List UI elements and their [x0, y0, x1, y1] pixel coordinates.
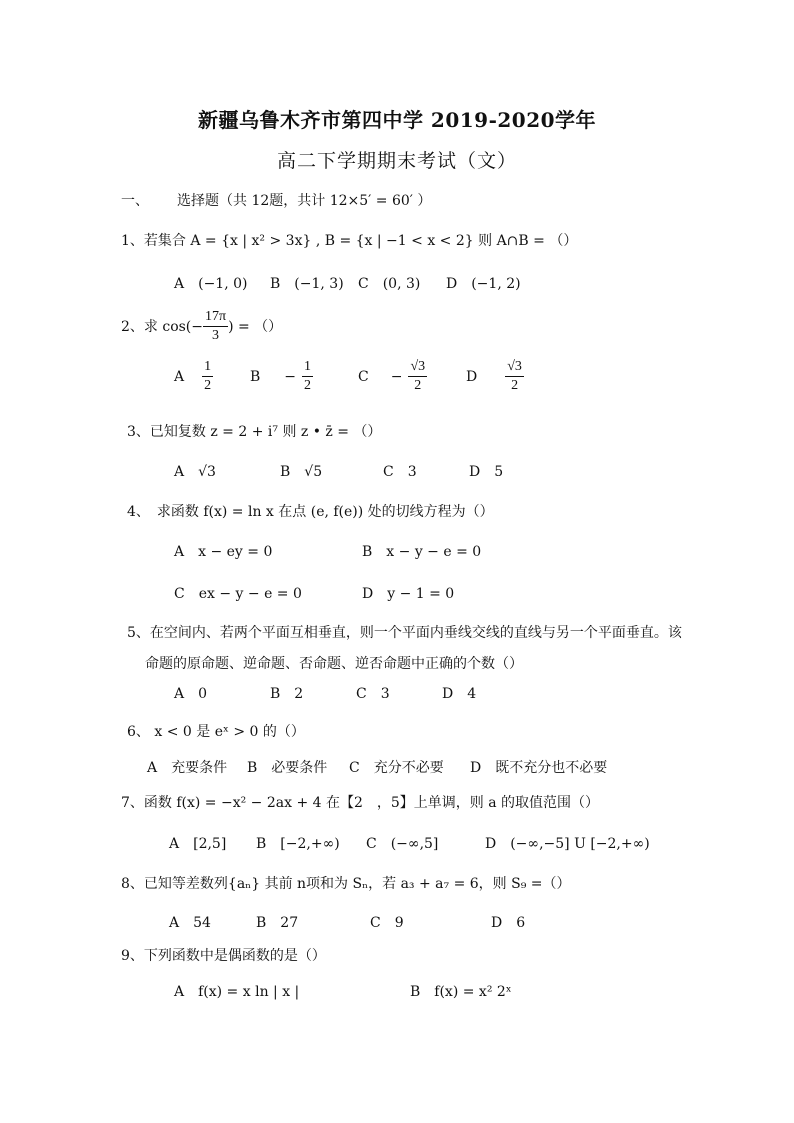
- question-2-stem: [121, 308, 282, 345]
- q2-option-c-fraction: [408, 358, 427, 395]
- q5-option-c: C 3: [356, 686, 390, 702]
- q2-option-b-sign: −: [284, 368, 297, 385]
- question-7-stem: 7、函数 f(x) = −x² − 2ax + 4 在【2 ，5】上单调，则 a 的取值范围（）: [121, 795, 600, 811]
- q2-b-numerator: 1: [302, 358, 313, 377]
- q8-option-b: B 27: [256, 915, 299, 931]
- q3-option-b: B √5: [280, 464, 323, 480]
- q2-option-b: [250, 358, 313, 395]
- q7-option-c: C (−∞,5]: [366, 836, 439, 852]
- q2-option-b-fraction: [302, 358, 313, 395]
- q6-option-d: D 既不充分也不必要: [470, 760, 608, 776]
- q2-option-a-label: A: [174, 368, 185, 385]
- q4-option-c: C ex − y − e = 0: [174, 586, 302, 602]
- question-3-stem: 3、已知复数 z = 2 + i⁷ 则 z • z̄ = （）: [127, 424, 382, 440]
- q2-stem-prefix: 2、求 cos(−: [121, 318, 204, 335]
- q1-option-c: C (0, 3): [358, 276, 421, 292]
- question-8-stem: 8、已知等差数列{aₙ} 其前 n项和为 Sₙ，若 a₃ + a₇ = 6，则 S₉ =（）: [121, 876, 571, 892]
- question-9-stem: 9、下列函数中是偶函数的是（）: [121, 948, 326, 964]
- q2-c-denominator: 2: [414, 378, 422, 393]
- q2-option-c: [358, 358, 427, 395]
- q2-option-d: [466, 358, 524, 395]
- q5-option-b: B 2: [270, 686, 304, 702]
- q7-option-d: D (−∞,−5] U [−2,+∞): [485, 836, 650, 852]
- q7-option-a: A [2,5]: [169, 836, 227, 852]
- q1-option-d: D (−1, 2): [446, 276, 521, 292]
- q1-option-b: B (−1, 3): [270, 276, 344, 292]
- q2-option-a: [174, 358, 213, 395]
- q3-option-c: C 3: [383, 464, 417, 480]
- q6-option-b: B 必要条件: [247, 760, 328, 776]
- q4-option-a: A x − ey = 0: [174, 544, 273, 560]
- q2-a-numerator: 1: [202, 358, 213, 377]
- q9-option-a: A f(x) = x ln | x |: [174, 984, 300, 1000]
- q6-option-a: A 充要条件: [147, 760, 228, 776]
- q2-fraction: [203, 308, 228, 345]
- question-5-stem-line1: 5、在空间内、若两个平面互相垂直，则一个平面内垂线交线的直线与另一个平面垂直。该: [127, 625, 682, 641]
- q7-option-b: B [−2,+∞): [256, 836, 340, 852]
- q5-option-d: D 4: [442, 686, 477, 702]
- q8-option-d: D 6: [491, 915, 526, 931]
- q5-option-a: A 0: [174, 686, 208, 702]
- q2-b-denominator: 2: [304, 378, 312, 393]
- q2-option-d-label: D: [466, 368, 478, 385]
- q4-option-d: D y − 1 = 0: [362, 586, 455, 602]
- q2-fraction-denominator: 3: [212, 328, 220, 343]
- q2-fraction-numerator: 17π: [203, 308, 228, 327]
- q2-option-a-fraction: [202, 358, 213, 395]
- q3-option-d: D 5: [469, 464, 504, 480]
- question-1-stem: 1、若集合 A = {x | x² > 3x} , B = {x | −1 < x < 2} 则 A∩B = （）: [121, 233, 578, 249]
- q1-option-a: A (−1, 0): [174, 276, 248, 292]
- exam-title: 新疆乌鲁木齐市第四中学 2019-2020学年: [197, 108, 597, 132]
- q2-stem-suffix: ) = （）: [228, 318, 283, 335]
- q2-option-b-label: B: [250, 368, 261, 385]
- q8-option-a: A 54: [169, 915, 211, 931]
- section-heading: 选择题（共 12题，共计 12×5′ = 60′ ）: [177, 193, 432, 209]
- q2-option-c-label: C: [358, 368, 369, 385]
- q3-option-a: A √3: [174, 464, 216, 480]
- q6-option-c: C 充分不必要: [349, 760, 444, 776]
- q2-d-denominator: 2: [511, 378, 519, 393]
- q2-option-d-fraction: [505, 358, 524, 395]
- q2-a-denominator: 2: [204, 378, 212, 393]
- question-4-stem: 4、 求函数 f(x) = ln x 在点 (e, f(e)) 处的切线方程为（）: [127, 504, 494, 520]
- q9-option-b: B f(x) = x² 2ˣ: [410, 984, 512, 1000]
- q4-option-b: B x − y − e = 0: [362, 544, 482, 560]
- q2-c-numerator: √3: [408, 358, 427, 377]
- section-number: 一、: [121, 193, 149, 209]
- q2-d-numerator: √3: [505, 358, 524, 377]
- q8-option-c: C 9: [370, 915, 404, 931]
- q2-option-c-sign: −: [390, 368, 403, 385]
- question-6-stem: 6、 x < 0 是 eˣ > 0 的（）: [127, 724, 305, 740]
- exam-subtitle: 高二下学期期末考试（文）: [276, 150, 517, 172]
- question-5-stem-line2: 命题的原命题、逆命题、否命题、逆否命题中正确的个数（）: [145, 656, 523, 672]
